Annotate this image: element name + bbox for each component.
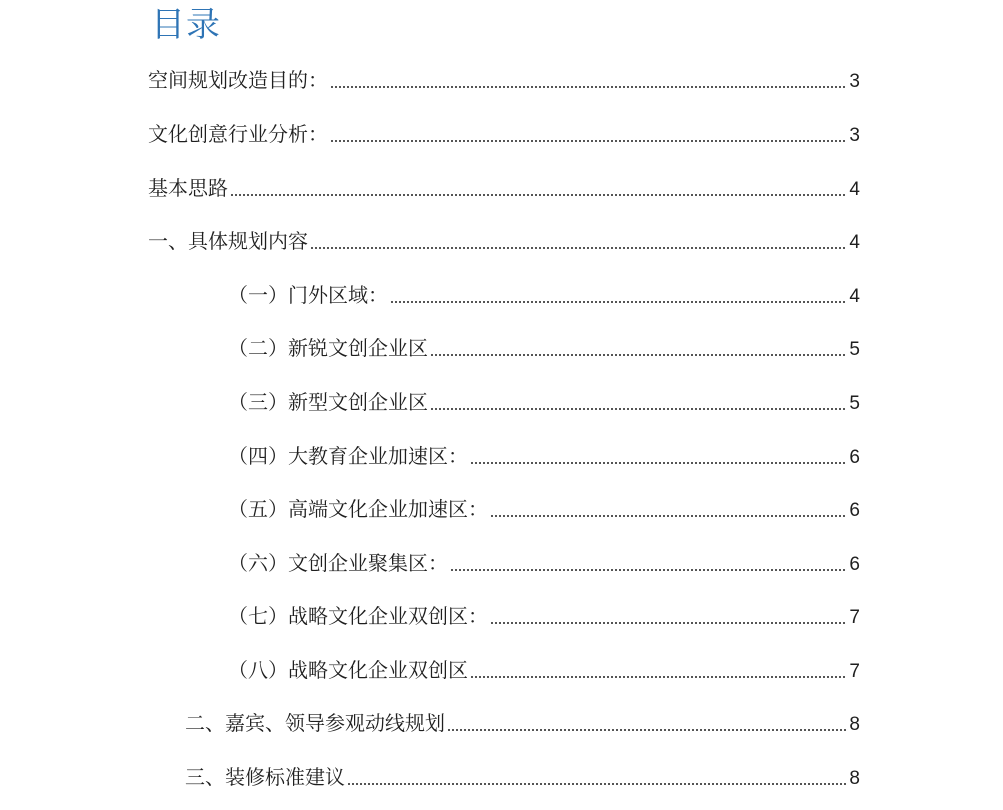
toc-entry[interactable] [228, 548, 860, 578]
dot-leader [490, 622, 847, 624]
toc-entry-label: （四）大教育企业加速区： [228, 444, 468, 468]
toc-page-number: 7 [849, 661, 860, 682]
toc-entry-label: （三）新型文创企业区 [228, 390, 428, 414]
toc-entry-label: 二、嘉宾、领导参观动线规划 [185, 711, 445, 735]
toc-page-number: 4 [849, 286, 860, 307]
toc-entry[interactable] [148, 65, 860, 95]
toc-entry-label: （七）战略文化企业双创区： [228, 604, 488, 628]
toc-entry-label: 三、装修标准建议 [185, 765, 345, 789]
dot-leader [330, 86, 847, 88]
dot-leader [430, 408, 847, 410]
toc-entry-label: （八）战略文化企业双创区 [228, 658, 468, 682]
toc-entry[interactable] [148, 226, 860, 256]
dot-leader [447, 729, 847, 731]
toc-entry[interactable] [228, 441, 860, 471]
toc-entry[interactable] [228, 601, 860, 631]
toc-entry-label: 文化创意行业分析： [148, 122, 328, 146]
toc-page-number: 6 [849, 554, 860, 575]
toc-entry-label: （二）新锐文创企业区 [228, 336, 428, 360]
toc-page-number: 4 [849, 232, 860, 253]
toc-entry[interactable] [228, 655, 860, 685]
toc-entry[interactable] [185, 708, 860, 738]
dot-leader [430, 354, 847, 356]
toc-page-number: 5 [849, 393, 860, 414]
dot-leader [347, 783, 847, 785]
toc-entry[interactable] [185, 762, 860, 792]
toc-entry-label: （六）文创企业聚集区： [228, 551, 448, 575]
toc-page-number: 6 [849, 500, 860, 521]
toc-entry-label: （五）高端文化企业加速区： [228, 497, 488, 521]
dot-leader [470, 676, 847, 678]
toc-page-number: 3 [849, 125, 860, 146]
dot-leader [230, 194, 847, 196]
dot-leader [310, 247, 847, 249]
toc-page-number: 8 [849, 768, 860, 789]
toc-entry[interactable] [228, 387, 860, 417]
toc-entry[interactable] [148, 173, 860, 203]
toc-entry[interactable] [228, 280, 860, 310]
toc-entry-label: 一、具体规划内容 [148, 229, 308, 253]
toc-page-number: 6 [849, 447, 860, 468]
toc-page-number: 7 [849, 607, 860, 628]
toc-entry[interactable] [228, 333, 860, 363]
toc-entry[interactable] [148, 119, 860, 149]
dot-leader [390, 301, 847, 303]
dot-leader [490, 515, 847, 517]
toc-entry-label: 基本思路 [148, 176, 228, 200]
toc-entry-label: （一）门外区域： [228, 283, 388, 307]
toc-page-number: 8 [849, 714, 860, 735]
toc-page-number: 4 [849, 179, 860, 200]
toc-entry[interactable] [228, 494, 860, 524]
dot-leader [450, 569, 847, 571]
dot-leader [470, 462, 847, 464]
dot-leader [330, 140, 847, 142]
toc-page-number: 5 [849, 339, 860, 360]
toc-title: 目录 [151, 5, 221, 45]
toc-page-number: 3 [849, 71, 860, 92]
toc-entry-label: 空间规划改造目的： [148, 68, 328, 92]
